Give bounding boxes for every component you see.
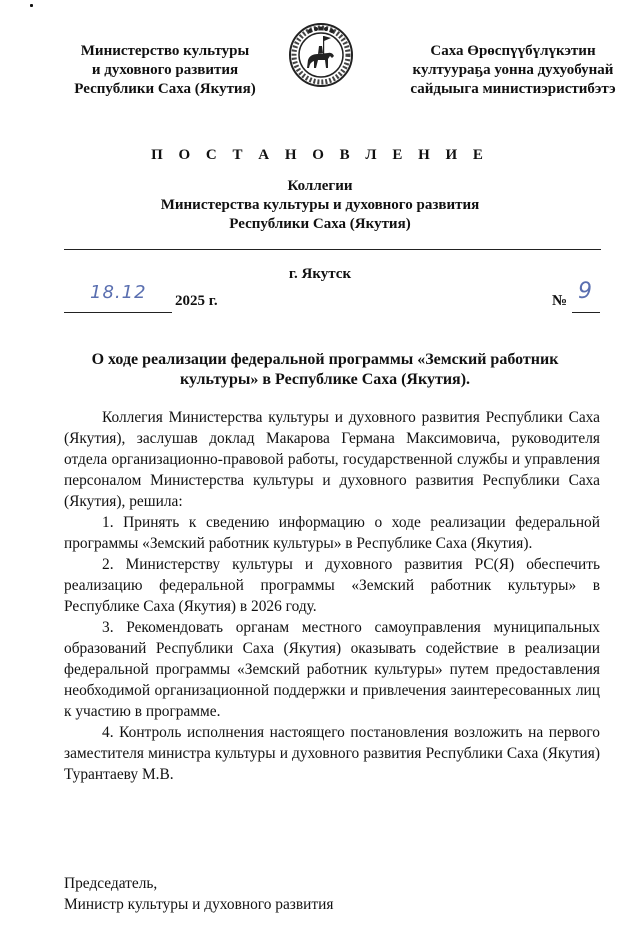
signature-line: Председатель,: [64, 875, 158, 892]
scan-speck: [30, 4, 33, 7]
number-label: №: [552, 293, 568, 309]
preamble-paragraph: Коллегия Министерства культуры и духовного развития Республики Саха (Якутия), заслушав доклад Макарова Германа Максимовича, руководителя отдела организационно-правовой работы, государственной службы и управления персоналом Министерства культуры и духовного развития Республики Саха (Якутия), решила:: [64, 409, 600, 510]
resolution-item-4: 4. Контроль исполнения настоящего постановления возложить на первого заместителя министра культуры и духовного развития Республики Саха (Якутия) Турантаеву М.В.: [64, 724, 600, 783]
signature-line: Министр культуры и духовного развития: [64, 896, 334, 913]
year: 2025 г.: [175, 293, 218, 309]
letterhead-sakha: [378, 42, 640, 99]
city: г. Якутск: [288, 266, 352, 282]
letterhead-line: Министерство культуры: [80, 43, 250, 59]
title-line: О ходе реализации федеральной программы «Земский работник: [91, 351, 559, 368]
resolution-item-1: 1. Принять к сведению информацию о ходе реализации федеральной программы «Земский работник культуры» в Республике Саха (Якутия).: [64, 514, 600, 552]
document-type: П О С Т А Н О В Л Е Н И Е: [151, 147, 489, 163]
letterhead-line: сайдыыга министиэристибэтэ: [410, 81, 616, 97]
coat-of-arms-icon: [288, 22, 354, 88]
issuer-line: Республики Саха (Якутия): [229, 216, 411, 232]
letterhead-russian: [40, 42, 290, 99]
handwritten-date: 18.12: [90, 282, 147, 303]
document-body: [64, 407, 600, 785]
resolution-item-2: 2. Министерству культуры и духовного развития РС(Я) обеспечить реализацию федеральной программы «Земский работник культуры» в Республике Саха (Якутия) в 2026 году.: [64, 556, 600, 615]
letterhead-line: и духовного развития: [91, 62, 239, 78]
issuer-line: Коллегии: [287, 178, 353, 194]
handwritten-number: 9: [578, 279, 592, 304]
letterhead-line: Республики Саха (Якутия): [74, 81, 256, 97]
signature-block: [64, 873, 333, 915]
letterhead-line: Саха Өрөспүүбүлүкэтин: [430, 43, 596, 59]
title-line: культуры» в Республике Саха (Якутия).: [179, 371, 471, 388]
resolution-item-3: 3. Рекомендовать органам местного самоуправления муниципальных образований Республики Саха (Якутия) оказывать содействие в реализации федеральной программы «Земский работник культуры» путем предоставления необходимой организационной поддержки и привлечения заинтересованных лиц к участию в программе.: [64, 619, 600, 720]
divider: [64, 249, 601, 250]
issuer-block: [0, 177, 640, 234]
letterhead-line: култуураҕа уонна духуобунай: [412, 62, 614, 78]
document-title: [60, 350, 590, 390]
issuer-line: Министерства культуры и духовного развития: [160, 197, 480, 213]
